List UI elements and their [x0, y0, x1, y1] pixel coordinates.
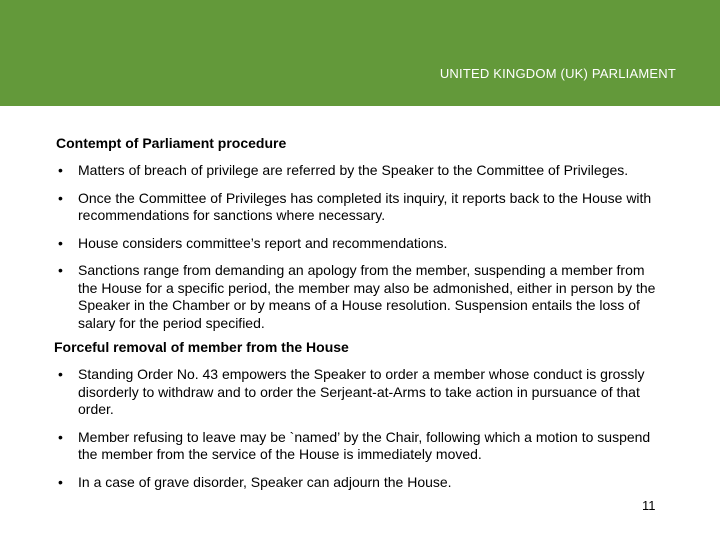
list-item — [56, 190, 666, 225]
bullet-icon: • — [58, 162, 63, 178]
list-item — [56, 235, 666, 253]
bullet-text: Once the Committee of Privileges has completed its inquiry, it reports back to the House with recommendations for sanctions where necessary. — [78, 189, 652, 223]
contempt-bullet-list — [56, 162, 666, 332]
section-heading-removal: Forceful removal of member from the House — [54, 339, 349, 355]
list-item — [56, 366, 666, 419]
list-item — [56, 429, 666, 464]
bullet-icon: • — [58, 262, 63, 278]
header-bar — [0, 0, 720, 106]
list-item — [56, 474, 666, 492]
bullet-text: Member refusing to leave may be `named’ by the Chair, following which a motion to suspend the member from the service of the House is immediately moved. — [78, 428, 651, 462]
removal-bullet-list — [56, 366, 666, 491]
section-heading-contempt: Contempt of Parliament procedure — [56, 135, 287, 151]
bullet-text: In a case of grave disorder, Speaker can adjourn the House. — [78, 473, 452, 490]
bullet-text: Sanctions range from demanding an apology from the member, suspending a member from the House for a specific period, the member may also be admonished, either in person by the Speaker in the Chamber or by means of a House resolution. Suspension entails the loss of salary for the period specified. — [78, 262, 656, 331]
page-number: 11 — [642, 498, 656, 513]
bullet-text: Matters of breach of privilege are referred by the Speaker to the Committee of Privileges. — [78, 162, 629, 178]
header-title: UNITED KINGDOM (UK) PARLIAMENT — [439, 66, 676, 81]
list-item — [56, 262, 666, 332]
list-item — [56, 162, 666, 180]
bullet-icon: • — [58, 473, 63, 490]
bullet-icon: • — [58, 366, 63, 382]
bullet-text: House considers committee’s report and recommendations. — [78, 234, 448, 251]
bullet-icon: • — [58, 189, 63, 206]
bullet-icon: • — [58, 428, 63, 445]
bullet-icon: • — [58, 234, 63, 251]
bullet-text: Standing Order No. 43 empowers the Speaker to order a member whose conduct is grossly disorderly to withdraw and to order the Serjeant-at-Arms to take action in pursuance of that order. — [78, 366, 645, 417]
slide-content — [56, 134, 666, 491]
